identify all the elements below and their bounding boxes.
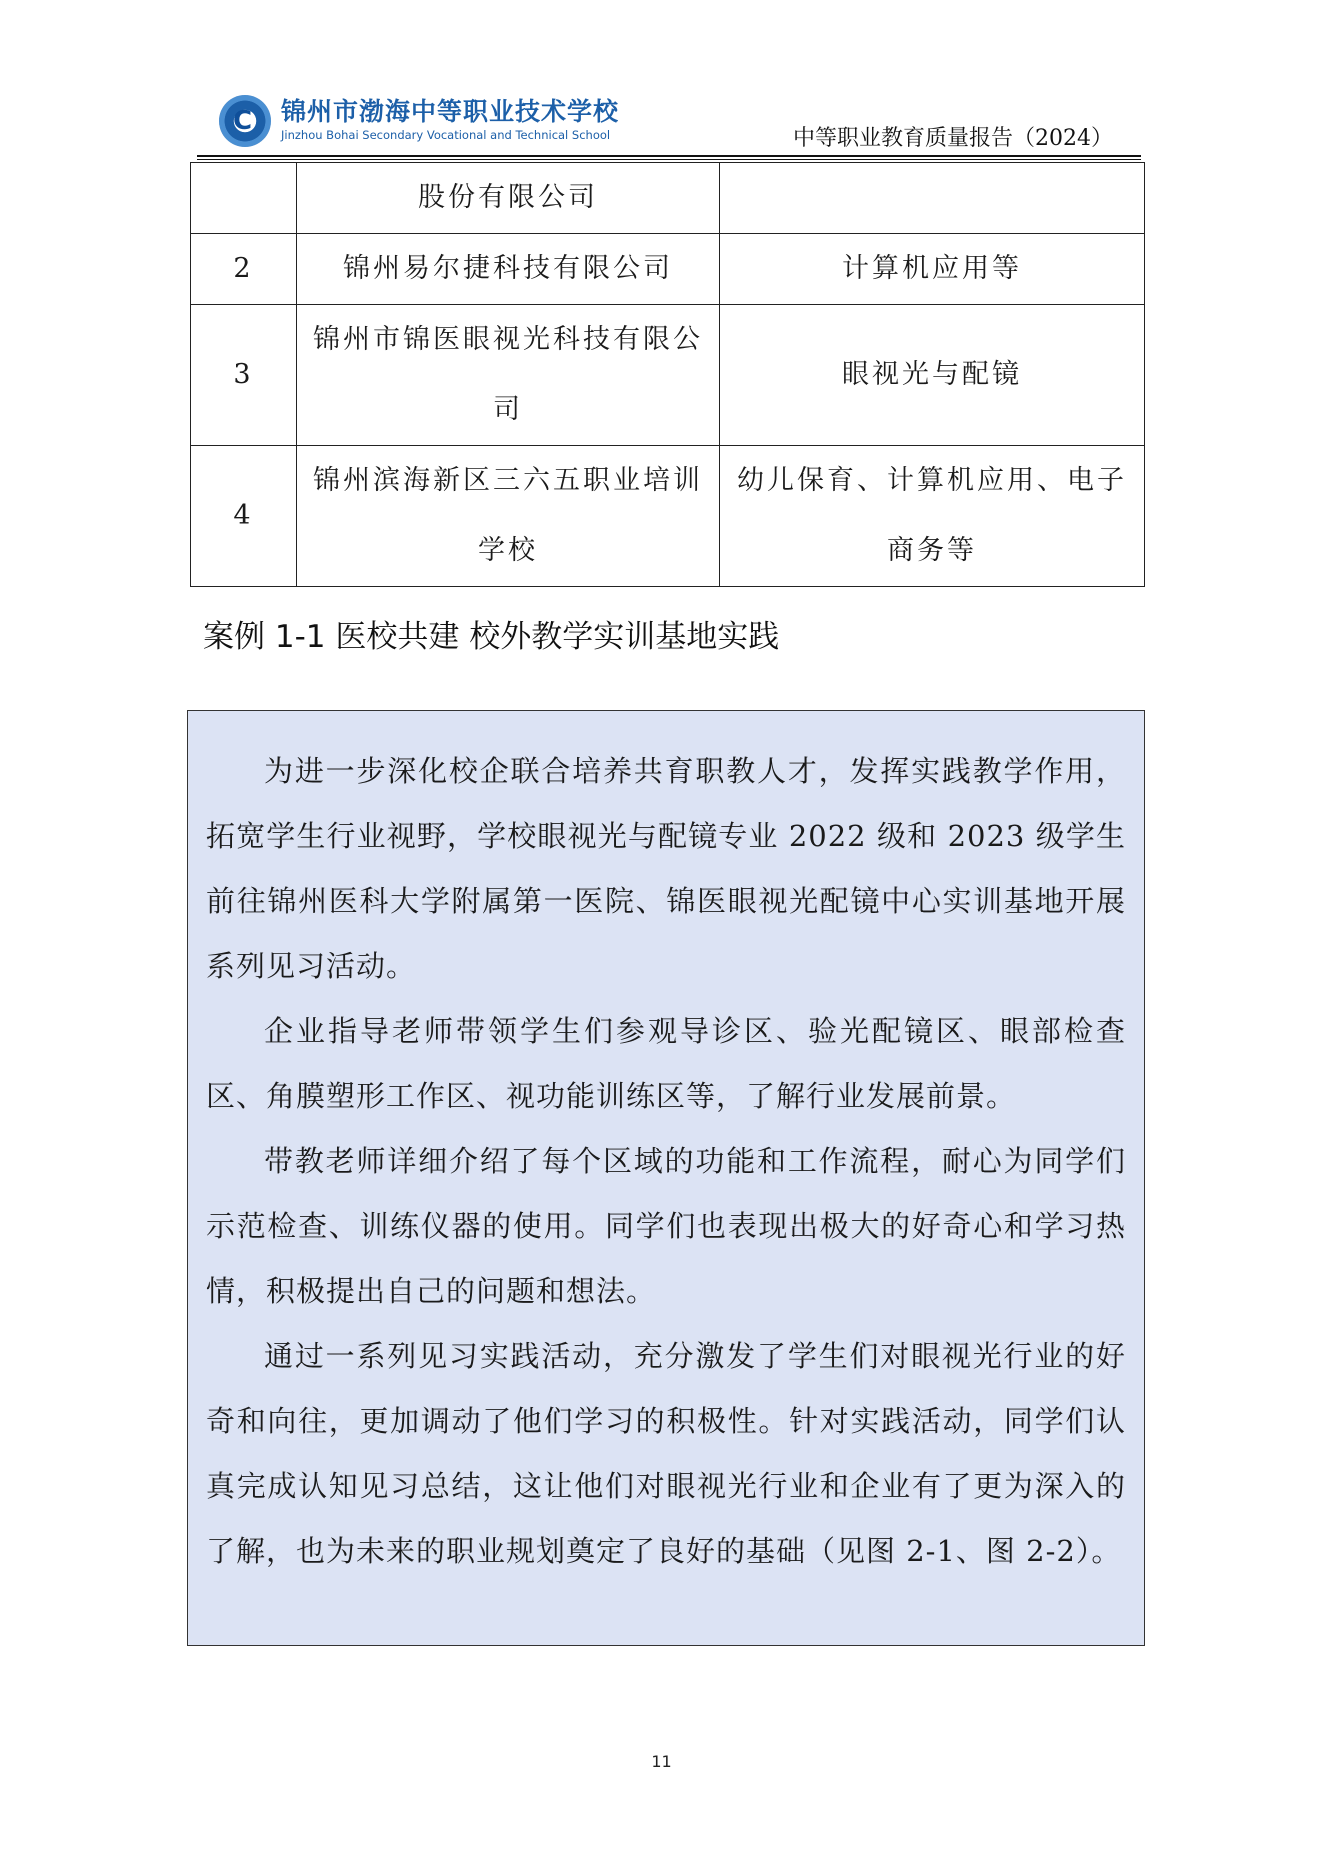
case-title: 案例 1-1 医校共建 校外教学实训基地实践 bbox=[203, 619, 780, 655]
row-number: 2 bbox=[191, 234, 297, 305]
table-row bbox=[191, 305, 1145, 446]
company-name: 股份有限公司 bbox=[297, 163, 720, 234]
school-logo-icon bbox=[219, 95, 271, 147]
school-name-en: Jinzhou Bohai Secondary Vocational and Technical School bbox=[281, 128, 611, 142]
case-paragraph: 通过一系列见习实践活动，充分激发了学生们对眼视光行业的好奇和向往，更加调动了他们学习的积极性。针对实践活动，同学们认真完成认知见习总结，这让他们对眼视光行业和企业有了更为深入的了解，也为未来的职业规划奠定了良好的基础（见图 2-1、图 2-2）。 bbox=[206, 1339, 1126, 1568]
logo-letter: C bbox=[233, 106, 253, 136]
row-number: 4 bbox=[191, 446, 297, 587]
case-paragraph: 为进一步深化校企联合培养共育职教人才，发挥实践教学作用，拓宽学生行业视野，学校眼视光与配镜专业 2022 级和 2023 级学生前往锦州医科大学附属第一医院、锦医眼视光配镜中心实训基地开展系列见习活动。 bbox=[206, 754, 1126, 983]
major-name: 眼视光与配镜 bbox=[720, 305, 1145, 446]
company-name: 锦州市锦医眼视光科技有限公司 bbox=[297, 305, 720, 446]
case-paragraph: 带教老师详细介绍了每个区域的功能和工作流程，耐心为同学们示范检查、训练仪器的使用。同学们也表现出极大的好奇心和学习热情，积极提出自己的问题和想法。 bbox=[206, 1144, 1126, 1308]
company-name: 锦州易尔捷科技有限公司 bbox=[297, 234, 720, 305]
case-paragraph: 企业指导老师带领学生们参观导诊区、验光配镜区、眼部检查区、角膜塑形工作区、视功能训练区等，了解行业发展前景。 bbox=[206, 1014, 1126, 1113]
table-row bbox=[191, 234, 1145, 305]
row-number bbox=[191, 163, 297, 234]
school-name-cn: 锦州市渤海中等职业技术学校 bbox=[281, 97, 620, 126]
case-content-box bbox=[187, 710, 1145, 1646]
major-name bbox=[720, 163, 1145, 234]
page-number: 11 bbox=[651, 1752, 672, 1771]
table-row bbox=[191, 163, 1145, 234]
partner-company-table bbox=[190, 162, 1145, 587]
page-header bbox=[0, 0, 1323, 160]
row-number: 3 bbox=[191, 305, 297, 446]
header-divider bbox=[197, 155, 1141, 157]
company-name: 锦州滨海新区三六五职业培训学校 bbox=[297, 446, 720, 587]
header-divider-thin bbox=[197, 159, 1141, 160]
major-name: 幼儿保育、计算机应用、电子商务等 bbox=[720, 446, 1145, 587]
major-name: 计算机应用等 bbox=[720, 234, 1145, 305]
report-title: 中等职业教育质量报告（2024） bbox=[793, 126, 1113, 151]
table-row bbox=[191, 446, 1145, 587]
